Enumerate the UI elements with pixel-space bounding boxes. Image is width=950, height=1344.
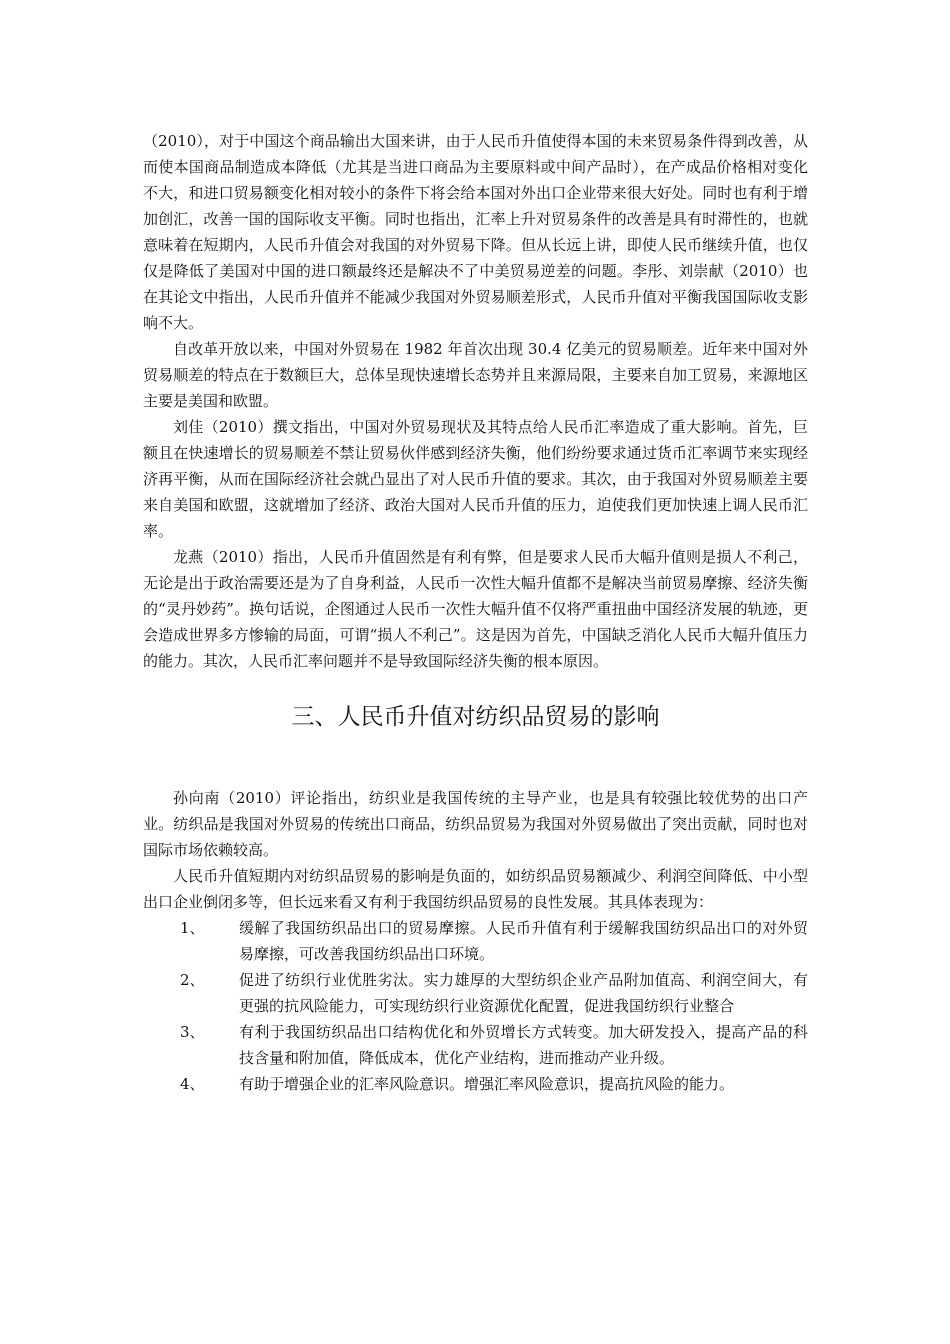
section-heading: 三、人民币升值对纺织品贸易的影响 (291, 704, 660, 730)
body-text-bottom (143, 785, 808, 1097)
list-item-number: 1、 (180, 919, 205, 937)
paragraph: 孙向南（2010）评论指出，纺织业是我国传统的主导产业，也是具有较强比较优势的出口产业。纺织品是我国对外贸易的传统出口商品，纺织品贸易为我国对外贸易做出了突出贡献，同时也对国际市场依赖较高。 (143, 789, 808, 859)
list-item (143, 967, 808, 1019)
list-item-text: 缓解了我国纺织品出口的贸易摩擦。人民币升值有利于缓解我国纺织品出口的对外贸易摩擦，可改善我国纺织品出口环境。 (239, 919, 808, 963)
paragraph: 人民币升值短期内对纺织品贸易的影响是负面的，如纺织品贸易额减少、利润空间降低、中小型出口企业倒闭多等，但长远来看又有利于我国纺织品贸易的良性发展。其具体表现为： (143, 867, 808, 911)
paragraph: （2010），对于中国这个商品输出大国来讲，由于人民币升值使得本国的未来贸易条件得到改善，从而使本国商品制造成本降低（尤其是当进口商品为主要原料或中间产品时），在产成品价格相对变化不大，和进口贸易额变化相对较小的条件下将会给本国对外出口企业带来很大好处。同时也有利于增加创汇，改善一国的国际收支平衡。同时也指出，汇率上升对贸易条件的改善是具有时滞性的，也就意味着在短期内，人民币升值会对我国的对外贸易下降。但从长远上讲，即使人民币继续升值，也仅仅是降低了美国对中国的进口额最终还是解决不了中美贸易逆差的问题。李彤、刘崇献（2010）也在其论文中指出，人民币升值并不能减少我国对外贸易顺差形式，人民币升值对平衡我国国际收支影响不大。 (143, 132, 808, 332)
paragraph: 龙燕（2010）指出，人民币升值固然是有利有弊，但是要求人民币大幅升值则是损人不利己，无论是出于政治需要还是为了自身利益，人民币一次性大幅升值都不是解决当前贸易摩擦、经济失衡的“灵丹妙药”。换句话说，企图通过人民币一次性大幅升值不仅将严重扭曲中国经济发展的轨迹，更会造成世界多方惨输的局面，可谓“损人不利己”。这是因为首先，中国缺乏消化人民币大幅升值压力的能力。其次，人民币汇率问题并不是导致国际经济失衡的根本原因。 (143, 548, 808, 670)
list-item-number: 4、 (180, 1075, 205, 1093)
list-item-number: 2、 (180, 971, 205, 989)
list-item-text: 有助于增强企业的汇率风险意识。增强汇率风险意识，提高抗风险的能力。 (239, 1075, 735, 1093)
list-item (143, 915, 808, 967)
list-item (143, 1019, 808, 1071)
list-item-number: 3、 (180, 1023, 205, 1041)
numbered-list (143, 915, 808, 1097)
list-item-text: 促进了纺织行业优胜劣汰。实力雄厚的大型纺织企业产品附加值高、利润空间大，有更强的抗风险能力，可实现纺织行业资源优化配置，促进我国纺织行业整合 (239, 971, 808, 1015)
paragraph: 自改革开放以来，中国对外贸易在 1982 年首次出现 30.4 亿美元的贸易顺差。近年来中国对外贸易顺差的特点在于数额巨大，总体呈现快速增长态势并且来源局限，主要来自加工贸易，来源地区主要是美国和欧盟。 (143, 340, 808, 410)
paragraph: 刘佳（2010）撰文指出，中国对外贸易现状及其特点给人民币汇率造成了重大影响。首先，巨额且在快速增长的贸易顺差不禁让贸易伙伴感到经济失衡，他们纷纷要求通过货币汇率调节来实现经济再平衡，从而在国际经济社会就凸显出了对人民币升值的要求。其次，由于我国对外贸易顺差主要来自美国和欧盟，这就增加了经济、政治大国对人民币升值的压力，迫使我们更加快速上调人民币汇率。 (143, 418, 808, 540)
list-item (143, 1071, 808, 1097)
list-item-text: 有利于我国纺织品出口结构优化和外贸增长方式转变。加大研发投入，提高产品的科技含量和附加值，降低成本，优化产业结构，进而推动产业升级。 (239, 1023, 808, 1067)
body-text-top (143, 128, 808, 674)
